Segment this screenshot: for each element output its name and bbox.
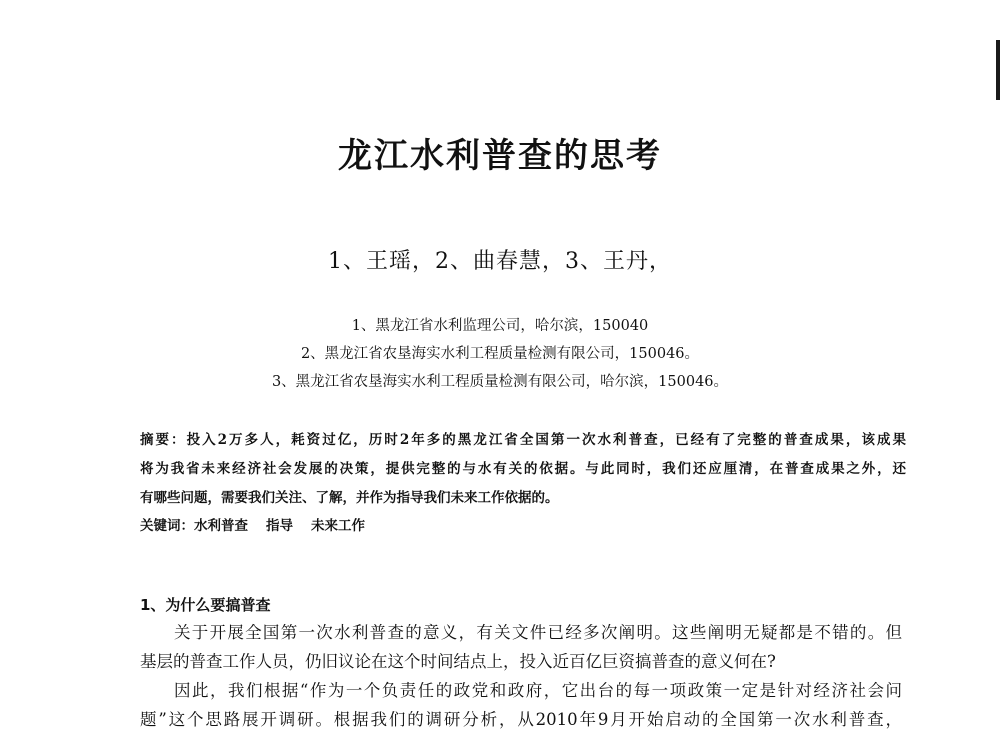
keywords-label: 关键词： — [140, 518, 194, 534]
keywords — [140, 514, 383, 534]
abstract-label: 摘要： — [140, 432, 187, 448]
section-heading: 1、为什么要搞普查 — [140, 596, 271, 614]
scan-edge-mark — [996, 40, 1000, 100]
paper-title: 龙江水利普查的思考 — [338, 136, 662, 176]
affiliation-list — [0, 312, 1000, 396]
affiliation-item: 2、黑龙江省农垦海实水利工程质量检测有限公司，150046。 — [300, 346, 700, 362]
abstract-line: 将为我省未来经济社会发展的决策，提供完整的与水有关的依据。与此同时，我们还应厘清，在普查成果之外，还 — [140, 461, 906, 477]
abstract-line: 有哪些问题，需要我们关注、了解，并作为指导我们未来工作依据的。 — [140, 490, 559, 506]
paragraph-line: 关于开展全国第一次水利普查的意义，有关文件已经多次阐明。这些阐明无疑都是不错的。但 — [174, 623, 902, 642]
keyword: 未来工作 — [311, 518, 365, 534]
author-list: 1、王瑶，2、曲春慧，3、王丹， — [328, 249, 672, 274]
keyword: 指导 — [266, 518, 293, 534]
paragraph-line: 题”这个思路展开调研。根据我们的调研分析，从2010年9月开始启动的全国第一次水利普查， — [140, 710, 902, 729]
abstract — [140, 426, 906, 513]
paragraph-line: 基层的普查工作人员，仍旧议论在这个时间结点上，投入近百亿巨资搞普查的意义何在? — [140, 652, 776, 671]
section-body — [140, 618, 902, 731]
abstract-line — [140, 426, 906, 455]
keyword: 水利普查 — [194, 518, 248, 534]
abstract-text: 投入2万多人，耗资过亿，历时2年多的黑龙江省全国第一次水利普查，已经有了完整的普查成果，该成果 — [186, 432, 906, 448]
paragraph-line: 因此，我们根据“作为一个负责任的政党和政府，它出台的每一项政策一定是针对经济社会问 — [174, 681, 902, 700]
affiliation-item: 3、黑龙江省农垦海实水利工程质量检测有限公司，哈尔滨，150046。 — [271, 374, 729, 390]
affiliation-item: 1、黑龙江省水利监理公司，哈尔滨，150040 — [351, 318, 649, 334]
